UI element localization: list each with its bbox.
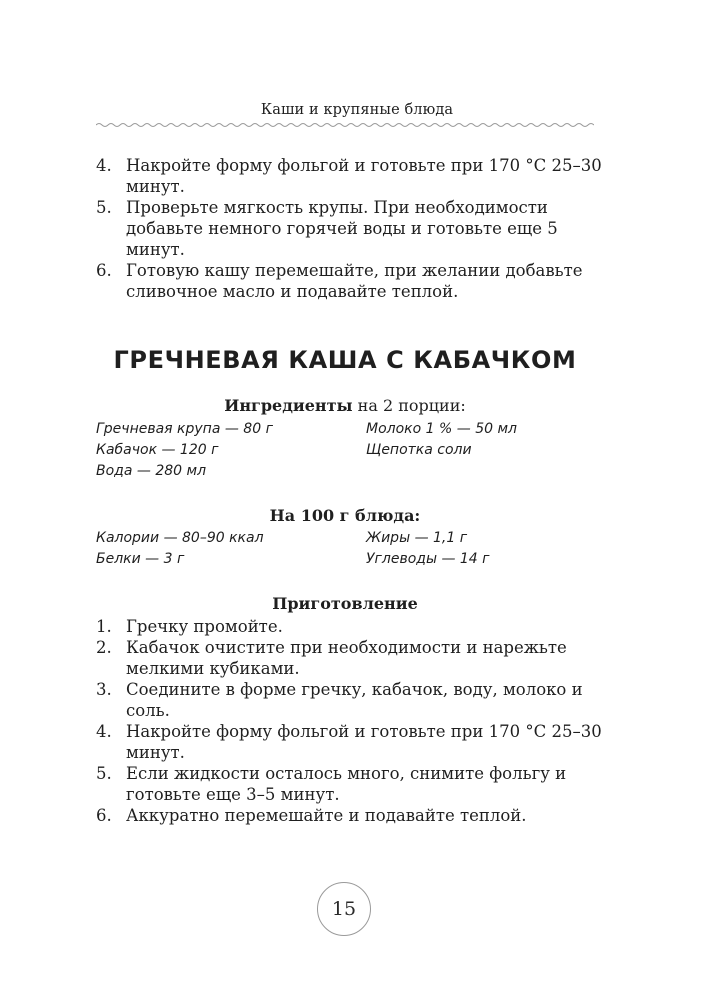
ingredients-label: Ингредиенты — [224, 396, 353, 415]
step-text: Готовую кашу перемешайте, при желании добавьте сливочное масло и подавайте теплой. — [126, 261, 583, 301]
ingredients-portion: на 2 порции: — [357, 396, 466, 415]
list-item — [96, 805, 616, 826]
nutrition-item: Жиры — 1,1 г — [366, 530, 468, 546]
list-item — [96, 197, 616, 260]
step-text: Накройте форму фольгой и готовьте при 170 °С 25–30 минут. — [126, 722, 602, 762]
preparation-steps-list — [96, 616, 616, 826]
list-item — [96, 763, 616, 805]
ingredient-item: Щепотка соли — [366, 442, 472, 458]
step-number: 3. — [96, 680, 112, 699]
step-text: Гречку промойте. — [126, 617, 283, 636]
step-number: 5. — [96, 764, 112, 783]
step-text: Аккуратно перемешайте и подавайте теплой. — [126, 806, 527, 825]
list-item — [96, 260, 616, 302]
running-header: Каши и крупяные блюда — [260, 102, 454, 118]
step-number: 1. — [96, 617, 112, 636]
nutrition-item: Белки — 3 г — [96, 551, 185, 567]
step-number: 6. — [96, 806, 112, 825]
step-number: 2. — [96, 638, 112, 657]
step-number: 5. — [96, 198, 112, 217]
nutrition-item: Калории — 80–90 ккал — [96, 530, 264, 546]
step-number: 6. — [96, 261, 112, 280]
ingredient-item: Кабачок — 120 г — [96, 442, 219, 458]
preparation-heading: Приготовление — [272, 594, 418, 613]
nutrition-item: Углеводы — 14 г — [366, 551, 490, 567]
step-text: Соедините в форме гречку, кабачок, воду, молоко и соль. — [126, 680, 583, 720]
list-item — [96, 155, 616, 197]
step-text: Накройте форму фольгой и готовьте при 170 °С 25–30 минут. — [126, 156, 602, 196]
ingredient-item: Вода — 280 мл — [96, 463, 207, 479]
step-number: 4. — [96, 156, 112, 175]
step-text: Кабачок очистите при необходимости и нарежьте мелкими кубиками. — [126, 638, 567, 678]
page-number — [317, 882, 371, 936]
list-item — [96, 679, 616, 721]
nutrition-heading: На 100 г блюда: — [269, 506, 421, 525]
ingredient-item: Гречневая крупа — 80 г — [96, 421, 273, 437]
previous-steps-list — [96, 155, 616, 302]
page-number-text: 15 — [331, 898, 357, 920]
step-text: Если жидкости осталось много, снимите фольгу и готовьте еще 3–5 минут. — [126, 764, 567, 804]
ingredient-item: Молоко 1 % — 50 мл — [366, 421, 517, 437]
step-number: 4. — [96, 722, 112, 741]
list-item — [96, 637, 616, 679]
wavy-divider — [96, 120, 594, 130]
recipe-title: ГРЕЧНЕВАЯ КАША С КАБАЧКОМ — [113, 346, 577, 374]
list-item — [96, 721, 616, 763]
step-text: Проверьте мягкость крупы. При необходимости добавьте немного горячей воды и готовьте еще 5 минут. — [126, 198, 558, 259]
ingredients-heading — [0, 396, 690, 415]
list-item — [96, 616, 616, 637]
